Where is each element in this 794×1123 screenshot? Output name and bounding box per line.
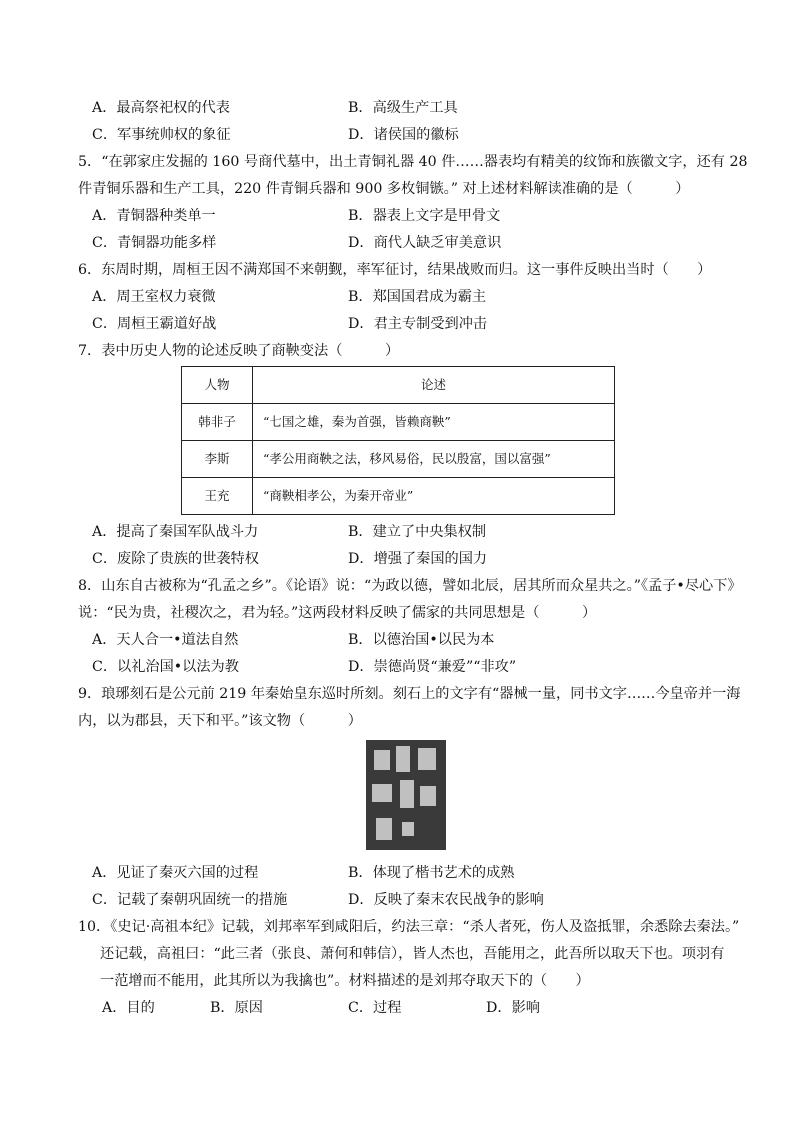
q5-option-b: B．器表上文字是甲骨文 [348, 208, 501, 224]
q5-option-c: C．青铜器功能多样 [92, 235, 217, 251]
table-cell-person: 韩非子 [182, 404, 253, 441]
q5-option-a: A．青铜器种类单一 [92, 208, 216, 224]
table-header-person: 人物 [182, 367, 253, 404]
q10-option-b: B．原因 [210, 1000, 263, 1016]
q6-option-d: D．君主专制受到冲击 [348, 316, 488, 332]
q7-option-d: D．增强了秦国的国力 [348, 551, 488, 567]
table-cell-person: 李斯 [182, 441, 253, 478]
q6-stem: 6．东周时期，周桓王因不满郑国不来朝觐，率军征讨，结果战败而归。这一事件反映出当时（ ） [78, 262, 712, 278]
table-row [182, 441, 615, 478]
table-cell-statement: “商鞅相孝公，为秦开帝业” [253, 478, 615, 515]
table-header-statement: 论述 [253, 367, 615, 404]
q8-option-c: C．以礼治国•以法为教 [92, 659, 239, 675]
q10-stem-line2: 还记载，高祖曰：“此三者（张良、萧何和韩信），皆人杰也，吾能用之，此吾所以取天下也。项羽有 [100, 946, 725, 962]
q8-option-a: A．天人合一•道法自然 [92, 632, 239, 648]
q6-option-a: A．周王室权力衰微 [92, 289, 216, 305]
q7-stem: 7．表中历史人物的论述反映了商鞅变法（ ） [78, 343, 400, 359]
q10-option-d: D．影响 [486, 1000, 540, 1016]
q7-option-c: C．废除了贵族的世袭特权 [92, 551, 259, 567]
stone-inscription-image [366, 740, 446, 850]
q5-stem-line2: 件青铜乐器和生产工具，220 件青铜兵器和 900 多枚铜镞。” 对上述材料解读准确的是（ ） [78, 181, 690, 197]
q8-option-b: B．以德治国•以民为本 [348, 632, 495, 648]
q4-option-b: B．高级生产工具 [348, 100, 458, 116]
q8-stem-line2: 说：“民为贵，社稷次之，君为轻。”这两段材料反映了儒家的共同思想是（ ） [78, 605, 597, 621]
q7-option-a: A．提高了秦国军队战斗力 [92, 524, 259, 540]
table-row [182, 478, 615, 515]
q6-option-c: C．周桓王霸道好战 [92, 316, 217, 332]
q4-option-c: C．军事统帅权的象征 [92, 127, 231, 143]
q10-option-c: C．过程 [348, 1000, 402, 1016]
table-cell-person: 王充 [182, 478, 253, 515]
q10-stem-line1: 10．《史记·高祖本纪》记载，刘邦率军到咸阳后，约法三章：“杀人者死，伤人及盗抵罪，余悉除去秦法。” [78, 919, 740, 935]
table-cell-statement: “七国之雄，秦为首强，皆赖商鞅” [253, 404, 615, 441]
q9-option-d: D．反映了秦末农民战争的影响 [348, 892, 544, 908]
q8-option-d: D．崇德尚贤“兼爱”“非攻” [348, 659, 517, 675]
q7-option-b: B．建立了中央集权制 [348, 524, 487, 540]
q9-stem-line2: 内，以为郡县，天下和平。”该文物（ ） [78, 713, 362, 729]
q5-option-d: D．商代人缺乏审美意识 [348, 235, 502, 251]
q8-stem-line1: 8．山东自古被称为“孔孟之乡”。《论语》说：“为政以德，譬如北辰，居其所而众星共之。”《孟子•尽心下》 [78, 578, 742, 594]
table-row [182, 404, 615, 441]
q9-option-b: B．体现了楷书艺术的成熟 [348, 865, 515, 881]
table-header-row [182, 367, 615, 404]
q10-option-a: A．目的 [102, 1000, 155, 1016]
q9-option-a: A．见证了秦灭六国的过程 [92, 865, 259, 881]
q4-option-d: D．诸侯国的徽标 [348, 127, 459, 143]
q10-stem-line3: 一范增而不能用，此其所以为我擒也”。材料描述的是刘邦夺取天下的（ ） [100, 973, 590, 989]
q7-table [181, 366, 615, 515]
table-cell-statement: “孝公用商鞅之法，移风易俗，民以殷富，国以富强” [253, 441, 615, 478]
q6-option-b: B．郑国国君成为霸主 [348, 289, 487, 305]
q5-stem-line1: 5．“在郭家庄发掘的 160 号商代墓中，出土青铜礼器 40 件……器表均有精美的纹饰和族徽文字，还有 28 [78, 154, 748, 170]
q9-stem-line1: 9．琅琊刻石是公元前 219 年秦始皇东巡时所刻。刻石上的文字有“器械一量，同书文字……今皇帝并一海 [78, 686, 741, 702]
q9-option-c: C．记载了秦朝巩固统一的措施 [92, 892, 288, 908]
q4-option-a: A．最高祭祀权的代表 [92, 100, 230, 116]
